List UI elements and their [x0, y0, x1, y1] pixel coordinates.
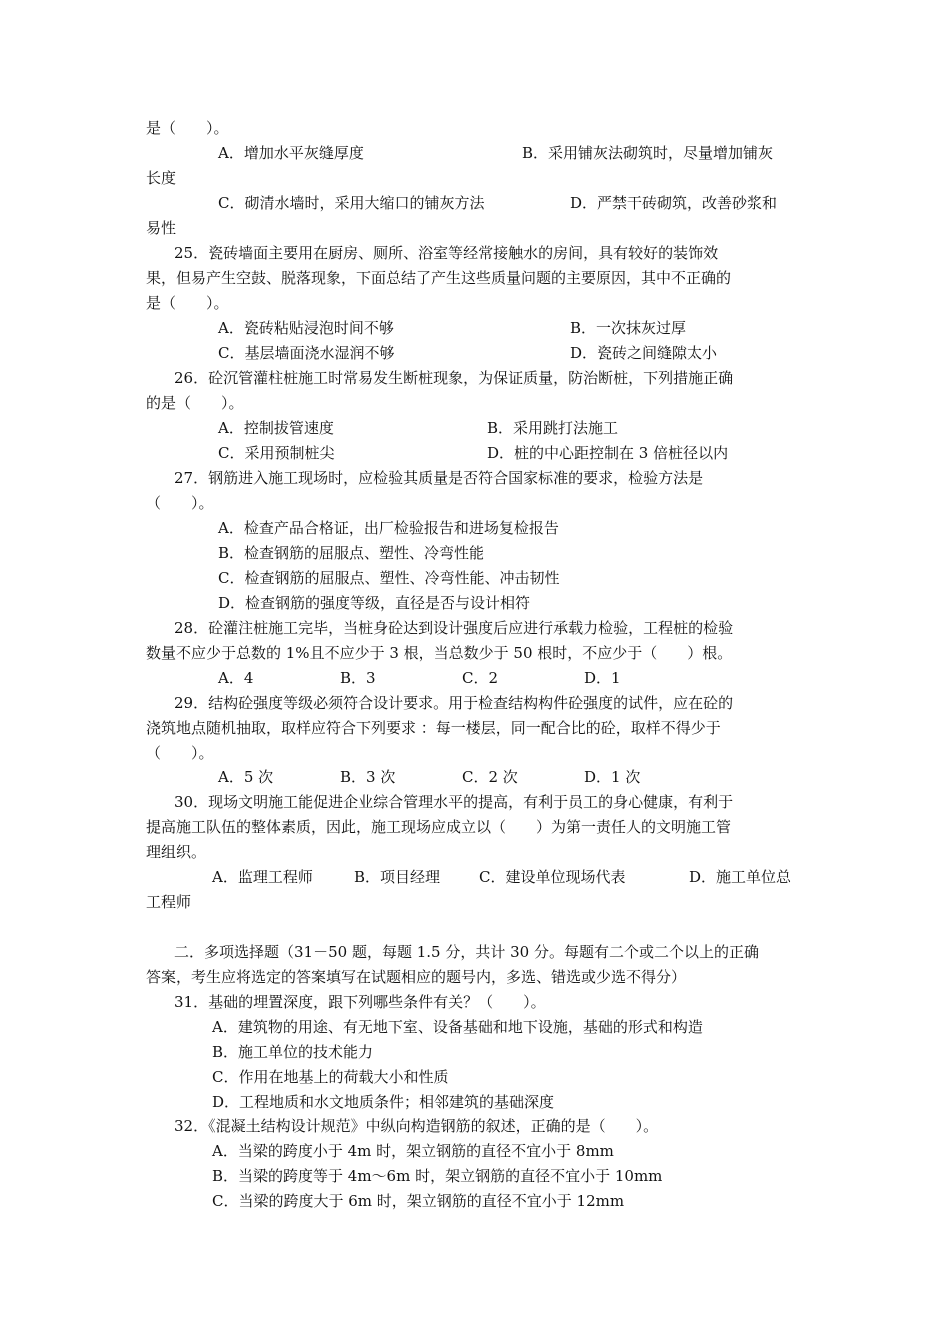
q30-option-a: A．监理工程师	[212, 868, 313, 886]
q28-option-b: B．3	[340, 669, 376, 687]
q31-option-a: A．建筑物的用途、有无地下室、设备基础和地下设施，基础的形式和构造	[212, 1018, 703, 1036]
q24-option-d: D．严禁干砖砌筑，改善砂浆和	[570, 194, 778, 212]
q27-option-b: B．检查钢筋的屈服点、塑性、冷弯性能	[218, 544, 485, 562]
q30-stem-line-3: 理组织。	[146, 843, 207, 861]
section-2-heading-line-1: 二．多项选择题（31－50 题，每题 1.5 分，共计 30 分。每题有二个或二个以上的正确	[174, 943, 759, 961]
q31-option-d: D．工程地质和水文地质条件；相邻建筑的基础深度	[212, 1093, 555, 1111]
q27-stem-line-2: （ ）。	[146, 494, 214, 512]
q26-option-b: B．采用跳打法施工	[487, 419, 619, 437]
q28-stem-line-2: 数量不应少于总数的 1%且不应少于 3 根，当总数少于 50 根时，不应少于（ ）根。	[146, 644, 733, 662]
q28-option-d: D．1	[584, 669, 621, 687]
q28-option-a: A．4	[218, 669, 254, 687]
q24-stem-tail: 是（ ）。	[146, 119, 229, 137]
q30-option-c: C．建设单位现场代表	[479, 868, 626, 886]
q29-stem-line-3: （ ）。	[146, 744, 214, 762]
q25-option-a: A．瓷砖粘贴浸泡时间不够	[218, 319, 394, 337]
q24-option-b: B．采用铺灰法砌筑时，尽量增加铺灰	[522, 144, 774, 162]
q29-option-c: C．2 次	[462, 768, 518, 786]
q27-option-a: A．检查产品合格证，出厂检验报告和进场复检报告	[218, 519, 559, 537]
q32-option-a: A．当梁的跨度小于 4m 时，架立钢筋的直径不宜小于 8mm	[212, 1142, 614, 1160]
q29-option-b: B．3 次	[340, 768, 396, 786]
q26-stem-line-1: 26．砼沉管灌柱桩施工时常易发生断桩现象，为保证质量，防治断桩，下列措施正确	[174, 369, 734, 387]
q27-option-d: D．检查钢筋的强度等级，直径是否与设计相符	[218, 594, 531, 612]
q26-stem-line-2: 的是（ ）。	[146, 394, 244, 412]
q32-option-c: C．当梁的跨度大于 6m 时，架立钢筋的直径不宜小于 12mm	[212, 1192, 625, 1210]
q29-option-a: A．5 次	[218, 768, 274, 786]
q32-option-b: B．当梁的跨度等于 4m～6m 时，架立钢筋的直径不宜小于 10mm	[212, 1167, 663, 1185]
q31-option-c: C．作用在地基上的荷载大小和性质	[212, 1068, 449, 1086]
q26-option-d: D．桩的中心距控制在 3 倍桩径以内	[487, 444, 729, 462]
q30-option-d-wrap: 工程师	[146, 893, 192, 911]
q28-option-c: C．2	[462, 669, 499, 687]
q30-stem-line-1: 30．现场文明施工能促进企业综合管理水平的提高，有利于员工的身心健康，有利于	[174, 793, 734, 811]
q30-stem-line-2: 提高施工队伍的整体素质，因此，施工现场应成立以（ ）为第一责任人的文明施工管	[146, 818, 732, 836]
section-2-heading-line-2: 答案，考生应将选定的答案填写在试题相应的题号内，多选、错选或少选不得分）	[146, 968, 687, 986]
q25-stem-line-3: 是（ ）。	[146, 294, 229, 312]
q27-stem-line-1: 27．钢筋进入施工现场时，应检验其质量是否符合国家标准的要求，检验方法是	[174, 469, 704, 487]
q25-stem-line-2: 果，但易产生空鼓、脱落现象，下面总结了产生这些质量问题的主要原因，其中不正确的	[146, 269, 732, 287]
q30-option-d: D．施工单位总	[689, 868, 792, 886]
q31-option-b: B．施工单位的技术能力	[212, 1043, 374, 1061]
q24-option-c: C．砌清水墙时，采用大缩口的铺灰方法	[218, 194, 485, 212]
q29-option-d: D．1 次	[584, 768, 641, 786]
q28-stem-line-1: 28．砼灌注桩施工完毕，当桩身砼达到设计强度后应进行承载力检验，工程桩的检验	[174, 619, 734, 637]
q32-stem: 32．《混凝土结构设计规范》中纵向构造钢筋的叙述，正确的是（ ）。	[174, 1117, 659, 1135]
q29-stem-line-1: 29．结构砼强度等级必须符合设计要求。用于检查结构构件砼强度的试件，应在砼的	[174, 694, 734, 712]
q27-option-c: C．检查钢筋的屈服点、塑性、冷弯性能、冲击韧性	[218, 569, 560, 587]
q24-option-a: A．增加水平灰缝厚度	[218, 144, 364, 162]
q26-option-a: A．控制拔管速度	[218, 419, 334, 437]
q25-stem-line-1: 25．瓷砖墙面主要用在厨房、厕所、浴室等经常接触水的房间，具有较好的装饰效	[174, 244, 719, 262]
q25-option-d: D．瓷砖之间缝隙太小	[570, 344, 718, 362]
q25-option-c: C．基层墙面浇水湿润不够	[218, 344, 395, 362]
q24-option-b-wrap: 长度	[146, 169, 177, 187]
q30-option-b: B．项目经理	[354, 868, 441, 886]
q25-option-b: B．一次抹灰过厚	[570, 319, 687, 337]
q24-option-d-wrap: 易性	[146, 219, 177, 237]
q29-stem-line-2: 浇筑地点随机抽取，取样应符合下列要求 ：每一楼层，同一配合比的砼，取样不得少于	[146, 719, 721, 737]
q31-stem: 31．基础的埋置深度，跟下列哪些条件有关？（ ）。	[174, 993, 546, 1011]
q26-option-c: C．采用预制桩尖	[218, 444, 335, 462]
